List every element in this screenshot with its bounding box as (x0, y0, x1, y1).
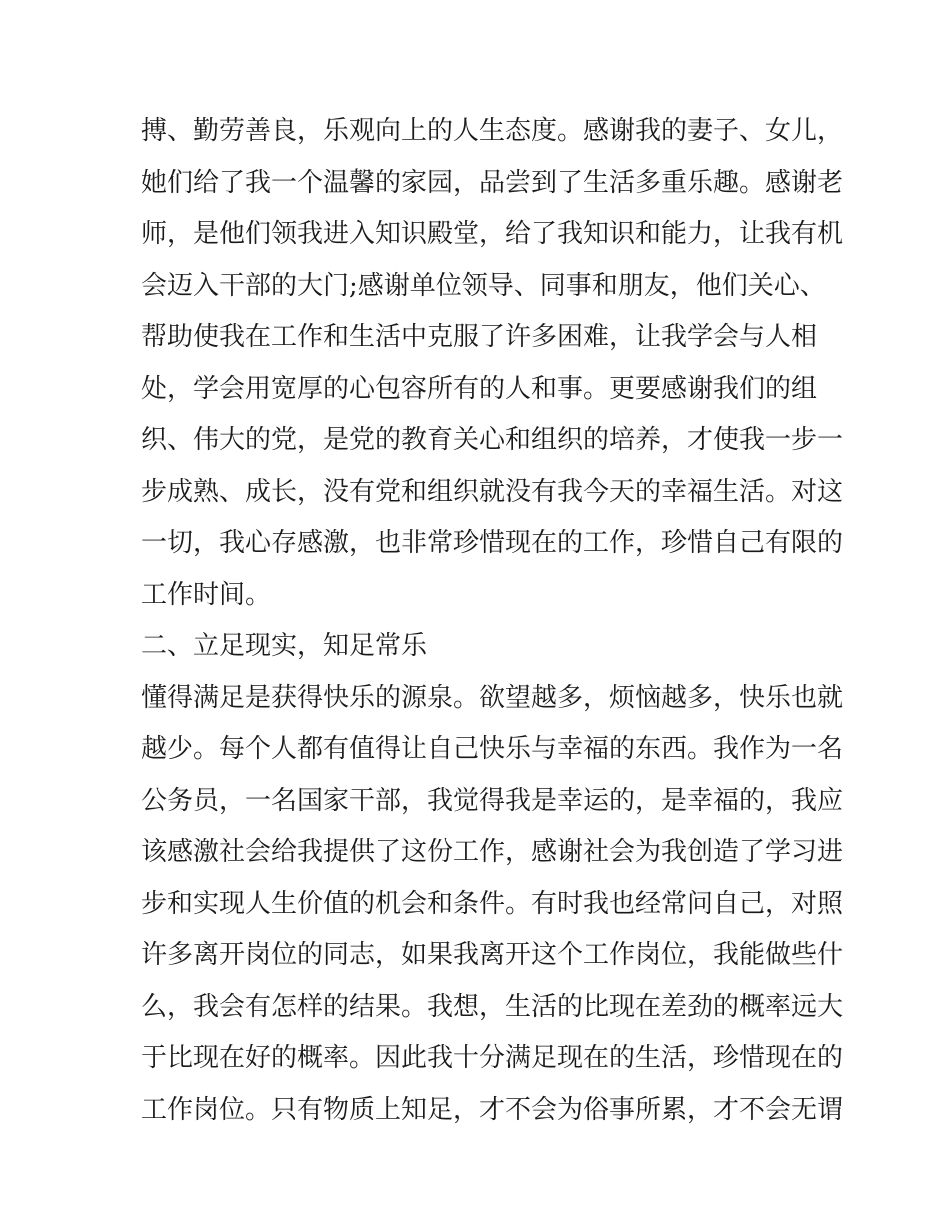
text-line: 搏、勤劳善良，乐观向上的人生态度。感谢我的妻子、女儿， (141, 116, 844, 146)
text-line: 会迈入干部的大门;感谢单位领导、同事和朋友，他们关心、 (141, 270, 826, 301)
text-line: 织、伟大的党，是党的教育关心和组织的培养，才使我一步一 (141, 425, 844, 455)
text-line: 许多离开岗位的同志，如果我离开这个工作岗位，我能做些什 (141, 940, 844, 970)
text-line: 越少。每个人都有值得让自己快乐与幸福的东西。我作为一名 (141, 734, 844, 764)
text-line: 么，我会有怎样的结果。我想，生活的比现在差劲的概率远大 (141, 991, 844, 1022)
text-line: 步和实现人生价值的机会和条件。有时我也经常问自己，对照 (141, 888, 844, 919)
text-line: 师，是他们领我进入知识殿堂，给了我知识和能力，让我有机 (141, 219, 844, 249)
text-line: 步成熟、成长，没有党和组织就没有我今天的幸福生活。对这 (141, 476, 844, 507)
text-line: 工作岗位。只有物质上知足，才不会为俗事所累，才不会无谓 (141, 1094, 844, 1125)
text-line: 该感激社会给我提供了这份工作，感谢社会为我创造了学习进 (141, 837, 844, 867)
text-line: 处，学会用宽厚的心包容所有的人和事。更要感谢我们的组 (141, 373, 818, 404)
text-line: 一切，我心存感激，也非常珍惜现在的工作，珍惜自己有限的 (141, 528, 844, 558)
text-line: 公务员，一名国家干部，我觉得我是幸运的，是幸福的，我应 (141, 785, 844, 816)
text-line: 于比现在好的概率。因此我十分满足现在的生活，珍惜现在的 (141, 1043, 844, 1073)
body-text (141, 106, 844, 1136)
text-line: 懂得满足是获得快乐的源泉。欲望越多，烦恼越多，快乐也就 (141, 682, 844, 713)
text-line: 帮助使我在工作和生活中克服了许多困难，让我学会与人相 (141, 322, 818, 352)
section-heading: 二、立足现实，知足常乐 (141, 631, 428, 661)
text-line: 工作时间。 (141, 579, 272, 610)
text-line: 她们给了我一个温馨的家园，品尝到了生活多重乐趣。感谢老 (141, 167, 844, 198)
